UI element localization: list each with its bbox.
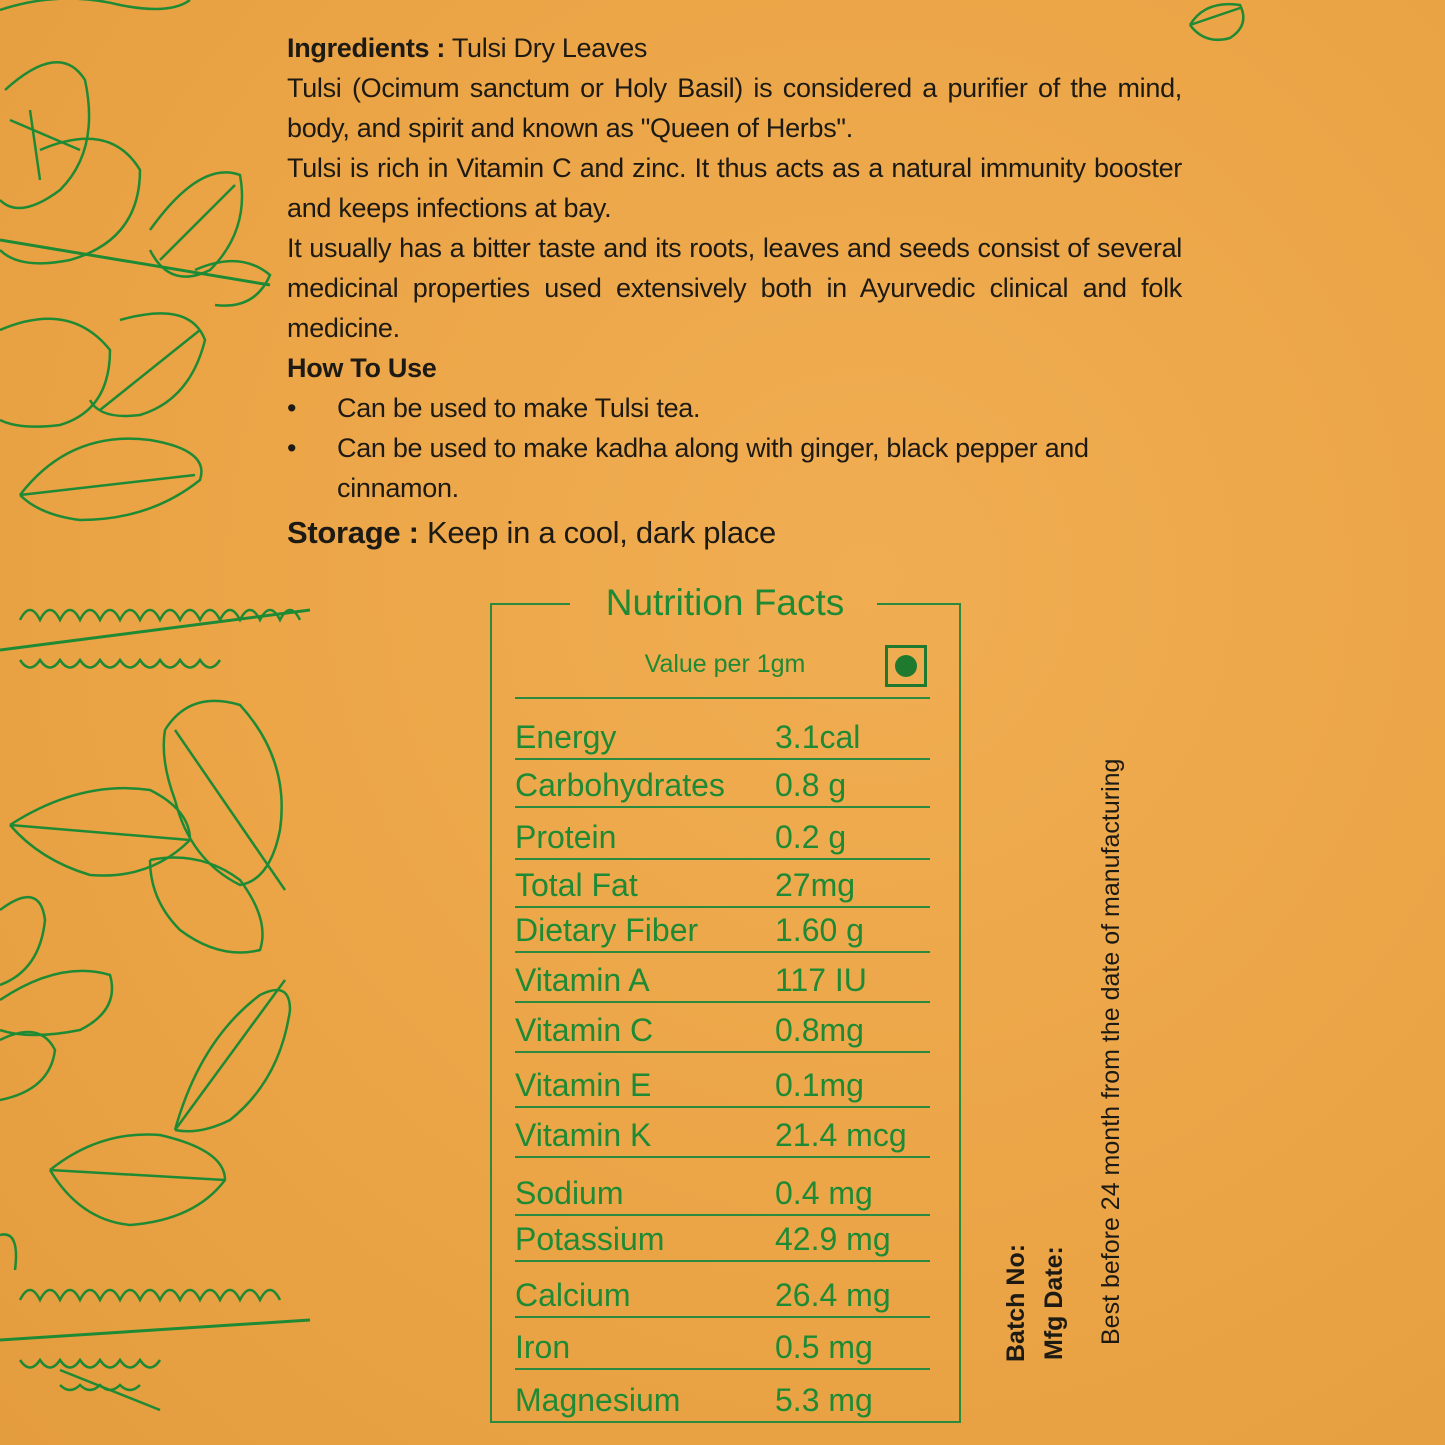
ingredients-para-3: It usually has a bitter taste and its roots, leaves and seeds consist of several medicinal properties used extensively both in Ayurvedic clinical and folk medicine.	[287, 233, 1182, 343]
how-to-use-list	[287, 388, 1182, 508]
value-per-label: Value per 1gm	[644, 650, 806, 678]
nutrient-name: Sodium	[515, 1175, 624, 1211]
ingredients-para-1: Tulsi (Ocimum sanctum or Holy Basil) is considered a purifier of the mind, body, and spirit and known as "Queen of Herbs".	[287, 73, 1182, 143]
table-row	[515, 905, 930, 953]
bullet-icon: •	[287, 393, 297, 423]
nutrient-name: Potassium	[515, 1221, 665, 1257]
nutrient-value: 0.8 g	[775, 767, 847, 803]
best-before-note: Best before 24 month from the date of manufacturing	[1097, 758, 1125, 1345]
divider	[490, 603, 570, 605]
mfg-date-label: Mfg Date:	[1040, 1246, 1068, 1360]
nutrient-value: 3.1cal	[775, 719, 861, 755]
nutrient-name: Vitamin K	[515, 1117, 652, 1153]
nutrient-value: 0.4 mg	[775, 1175, 873, 1211]
ingredients-label: Ingredients :	[287, 33, 446, 63]
nutrient-name: Calcium	[515, 1277, 631, 1313]
veg-mark-icon	[885, 645, 927, 687]
storage-label: Storage :	[287, 515, 419, 550]
table-row	[515, 1373, 930, 1421]
nutrient-value: 1.60 g	[775, 912, 864, 948]
nutrient-value: 117 IU	[775, 962, 867, 998]
basil-leaves-illustration	[0, 0, 330, 1445]
how-to-use-heading: How To Use	[287, 353, 437, 383]
nutrient-name: Magnesium	[515, 1382, 681, 1418]
table-row	[515, 1214, 930, 1262]
nutrient-value: 0.8mg	[775, 1012, 864, 1048]
nutrient-value: 21.4 mcg	[775, 1117, 907, 1153]
ingredients-para-2: Tulsi is rich in Vitamin C and zinc. It thus acts as a natural immunity booster and keeps infections at bay.	[287, 153, 1182, 223]
nutrient-value: 42.9 mg	[775, 1221, 891, 1257]
ingredients-line	[287, 28, 1182, 68]
list-item	[287, 388, 1182, 428]
nutrition-facts-title: Nutrition Facts	[605, 582, 845, 623]
table-row	[515, 955, 930, 1003]
list-item	[287, 428, 1182, 508]
nutrient-value: 0.5 mg	[775, 1329, 873, 1365]
table-row	[515, 812, 930, 860]
nutrient-name: Dietary Fiber	[515, 912, 699, 948]
ingredients-value: Tulsi Dry Leaves	[451, 33, 648, 63]
divider	[877, 603, 959, 605]
storage-value: Keep in a cool, dark place	[426, 515, 776, 550]
nutrient-value: 0.1mg	[775, 1067, 864, 1103]
description-block	[287, 28, 1182, 508]
corner-leaf-illustration	[1185, 0, 1255, 45]
list-item-text: Can be used to make kadha along with ginger, black pepper and cinnamon.	[337, 433, 1089, 503]
nutrient-name: Iron	[515, 1329, 571, 1365]
table-row	[515, 1322, 930, 1370]
nutrient-name: Protein	[515, 819, 617, 855]
table-row	[515, 1005, 930, 1053]
storage-line	[287, 515, 776, 551]
nutrient-value: 5.3 mg	[775, 1382, 873, 1418]
divider	[515, 697, 930, 699]
nutrient-name: Carbohydrates	[515, 767, 725, 803]
nutrient-value: 27mg	[775, 867, 856, 903]
table-row	[515, 760, 930, 808]
nutrient-name: Total Fat	[515, 867, 638, 903]
nutrient-value: 0.2 g	[775, 819, 847, 855]
list-item-text: Can be used to make Tulsi tea.	[337, 393, 701, 423]
table-row	[515, 860, 930, 908]
table-row	[515, 1270, 930, 1318]
nutrient-name: Vitamin E	[515, 1067, 652, 1103]
batch-number-label: Batch No:	[1002, 1243, 1030, 1362]
table-row	[515, 1110, 930, 1158]
table-row	[515, 1060, 930, 1108]
nutrient-name: Vitamin A	[515, 962, 650, 998]
table-row	[515, 1168, 930, 1216]
nutrient-name: Vitamin C	[515, 1012, 654, 1048]
nutrient-name: Energy	[515, 719, 617, 755]
table-row	[515, 712, 930, 760]
nutrient-value: 26.4 mg	[775, 1277, 891, 1313]
bullet-icon: •	[287, 433, 297, 463]
